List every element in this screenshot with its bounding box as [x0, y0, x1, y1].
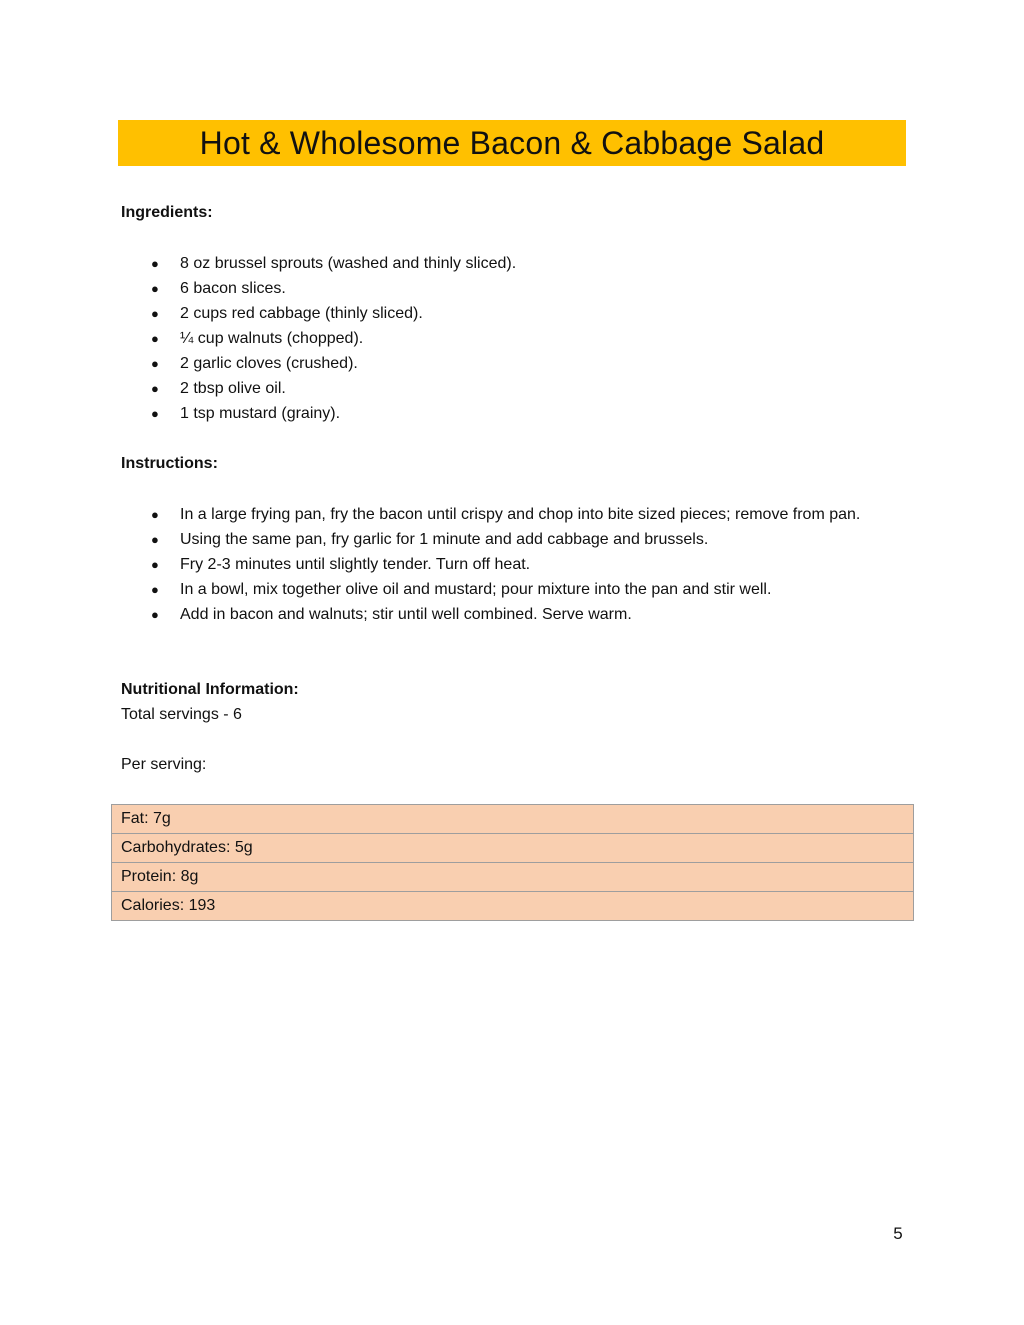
bullet-icon: ●	[151, 582, 159, 597]
per-serving-label: Per serving:	[121, 756, 207, 773]
ingredient-text: ¼ cup walnuts (chopped).	[180, 330, 364, 347]
ingredient-text: 2 tbsp olive oil.	[180, 380, 286, 397]
ingredient-text: 6 bacon slices.	[180, 280, 286, 297]
bullet-icon: ●	[151, 532, 159, 547]
bullet-icon: ●	[151, 356, 159, 371]
bullet-icon: ●	[151, 381, 159, 396]
bullet-icon: ●	[151, 306, 159, 321]
list-item	[121, 602, 911, 627]
nutrition-cell-calories: Calories: 193	[112, 892, 914, 921]
instruction-text: Add in bacon and walnuts; stir until well combined. Serve warm.	[180, 606, 632, 623]
bullet-icon: ●	[151, 507, 159, 522]
ingredient-text: 2 cups red cabbage (thinly sliced).	[180, 305, 423, 322]
title-banner	[118, 120, 906, 166]
instructions-heading: Instructions:	[121, 455, 218, 472]
instruction-text: In a large frying pan, fry the bacon until crispy and chop into bite sized pieces; remove from pan.	[180, 506, 861, 523]
instruction-text: In a bowl, mix together olive oil and mustard; pour mixture into the pan and stir well.	[180, 581, 772, 598]
list-item	[121, 276, 911, 301]
ingredient-text: 8 oz brussel sprouts (washed and thinly sliced).	[180, 255, 517, 272]
nutrition-cell-carbohydrates: Carbohydrates: 5g	[112, 834, 914, 863]
nutrition-heading: Nutritional Information:	[121, 681, 299, 698]
list-item	[121, 251, 911, 276]
bullet-icon: ●	[151, 406, 159, 421]
table-row	[112, 863, 914, 892]
nutrition-cell-fat: Fat: 7g	[112, 805, 914, 834]
instruction-text: Fry 2-3 minutes until slightly tender. Turn off heat.	[180, 556, 531, 573]
ingredient-text: 2 garlic cloves (crushed).	[180, 355, 358, 372]
instruction-text: Using the same pan, fry garlic for 1 minute and add cabbage and brussels.	[180, 531, 709, 548]
list-item	[121, 552, 911, 577]
table-row	[112, 805, 914, 834]
page-number: 5	[893, 1224, 903, 1243]
ingredient-text: 1 tsp mustard (grainy).	[180, 405, 341, 422]
list-item	[121, 376, 911, 401]
list-item	[121, 301, 911, 326]
ingredients-heading: Ingredients:	[121, 204, 213, 221]
list-item	[121, 577, 911, 602]
list-item	[121, 527, 911, 552]
total-servings: Total servings - 6	[121, 706, 242, 723]
list-item	[121, 351, 911, 376]
list-item	[121, 326, 911, 351]
page-title: Hot & Wholesome Bacon & Cabbage Salad	[199, 124, 825, 161]
bullet-icon: ●	[151, 607, 159, 622]
list-item	[121, 502, 911, 527]
bullet-icon: ●	[151, 281, 159, 296]
table-row	[112, 834, 914, 863]
list-item	[121, 401, 911, 426]
nutrition-table	[111, 804, 914, 921]
table-row	[112, 892, 914, 921]
bullet-icon: ●	[151, 557, 159, 572]
nutrition-cell-protein: Protein: 8g	[112, 863, 914, 892]
instructions-list	[121, 502, 911, 627]
bullet-icon: ●	[151, 331, 159, 346]
bullet-icon: ●	[151, 256, 159, 271]
ingredients-list	[121, 251, 911, 426]
